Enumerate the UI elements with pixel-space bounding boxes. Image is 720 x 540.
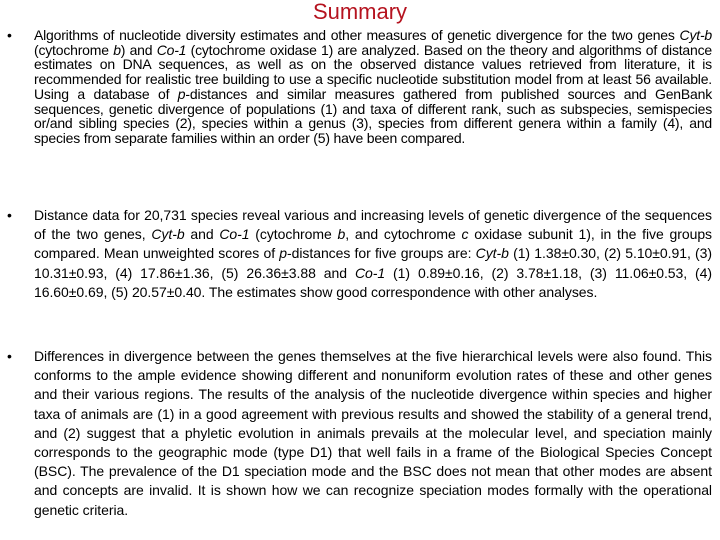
text-run: (1) 1.38±0.30, (2) 5.10±0.91, (3) 10.31±0.93, (4) 17.86±1.36, (5) 26.36±3.88 and (34, 245, 712, 281)
bullet-text-3 (34, 347, 712, 520)
text-run: (cytochrome (249, 226, 338, 243)
text-run: (cytochrome oxidase 1) are analyzed. Based on the theory and algorithms of distance estimates on DNA sequences, as well as on the observed distance values retrieved from literature, it is recommended for realistic tree building to use a specific nucleotide substitution model from at least 56 available. Using a database of (34, 41, 712, 102)
italic-term: p (279, 245, 288, 262)
italic-term: Co-1 (219, 226, 250, 243)
italic-term: Co-1 (354, 264, 386, 281)
bullet-text-1 (34, 28, 712, 146)
text-run: -distances for five groups are: (287, 245, 476, 262)
text-run: oxidase subunit 1), in the five groups compared. Mean unweighted scores of (34, 226, 713, 262)
page-title: Summary (312, 0, 408, 24)
text-run: -distances and similar measures gathered from published sources and GenBank sequences, genetic divergence of populations (1) and taxa of different rank, such as subspecies, semispecies or/and sibling species (2), species within a genus (3), species from different genera within a family (4), and species from separate families within an order (5) have been compared. (34, 85, 713, 146)
text-run: Differences in divergence between the genes themselves at the five hierarchical levels were also found. This conforms to the ample evidence showing different and nonuniform evolution rates of these and other genes and their various regions. The results of the analysis of the nucleotide divergence within species and higher taxa of animals are (1) in a good agreement with previous results and showed the stability of a general trend, and (2) suggest that a phyletic evolution in animals prevails at the molecular level, and speciation mainly corresponds to the geographic mode (type D1) that well fails in a frame of the Biological Species Concept (BSC). The prevalence of the D1 speciation mode and the BSC does not mean that other modes are absent and concepts are invalid. It is shown how we can recognize speciation modes formally with the operational genetic criteria. (34, 348, 712, 518)
italic-term: c (461, 226, 469, 243)
bullet-marker: • (7, 348, 12, 364)
italic-term: b (113, 41, 121, 58)
text-run: ) and (120, 41, 157, 58)
italic-term: Cyt-b (679, 27, 712, 43)
italic-term: Co-1 (156, 41, 187, 58)
bullet-text-2 (34, 206, 712, 302)
text-run: (1) 0.89±0.16, (2) 3.78±1.18, (3) 11.06±0.53, (4) 16.60±0.69, (5) 20.57±0.40. The estimates show good correspondence with other analyses. (34, 264, 713, 300)
bullet-marker: • (7, 207, 12, 223)
text-run: (cytochrome (34, 41, 114, 58)
text-run: Distance data for 20,731 species reveal various and increasing levels of genetic divergence of the sequences of the two genes, (34, 207, 712, 243)
italic-term: Cyt-b (151, 226, 185, 243)
italic-term: p (177, 85, 186, 102)
italic-term: Cyt-b (475, 245, 509, 262)
text-run: and (184, 226, 220, 243)
italic-term: b (337, 226, 346, 243)
bullet-marker: • (7, 27, 12, 43)
text-run: , and cytochrome (345, 226, 462, 243)
text-run: Algorithms of nucleotide diversity estimates and other measures of genetic divergence for the two genes (34, 27, 680, 43)
